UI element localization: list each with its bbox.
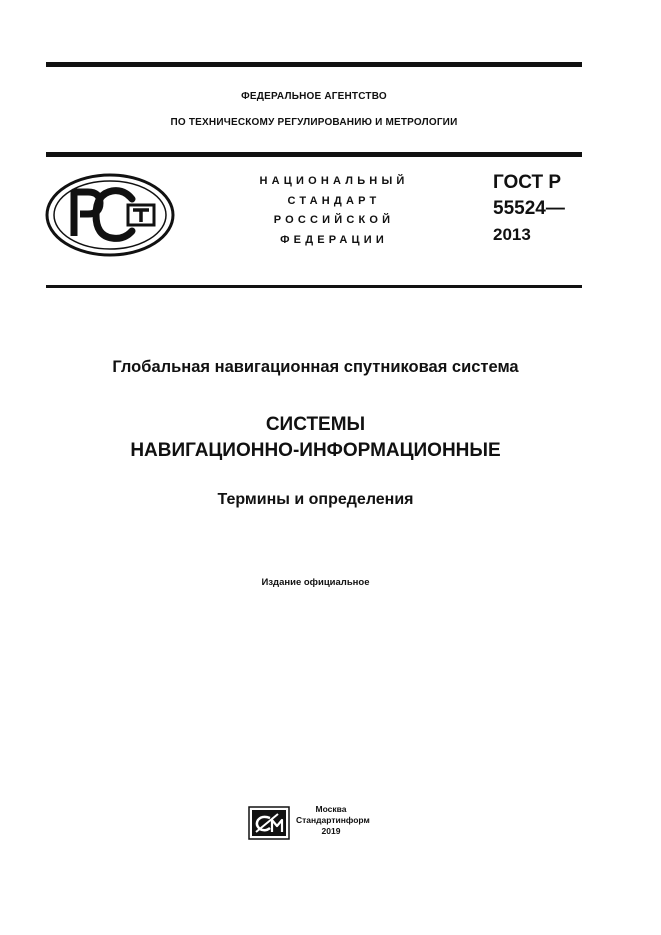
publisher-info: [296, 804, 370, 837]
designation-prefix: ГОСТ Р: [493, 172, 562, 193]
publisher-city: Москва: [315, 804, 347, 814]
standartinform-logo-icon: [248, 806, 290, 840]
standard-type-line-1: НАЦИОНАЛЬНЫЙ: [259, 175, 409, 187]
document-subject: [0, 412, 631, 464]
subject-line-1: СИСТЕМЫ: [265, 414, 366, 435]
header-bottom-rule: [46, 285, 582, 288]
standard-type: [228, 172, 440, 250]
header-rule: [46, 152, 582, 157]
standard-type-line-4: ФЕДЕРАЦИИ: [280, 233, 388, 246]
publisher-year: 2019: [321, 826, 341, 836]
standard-designation: [493, 170, 565, 248]
standard-type-line-3: РОССИЙСКОЙ: [273, 214, 395, 226]
edition-note: Издание официальное: [261, 577, 370, 588]
subject-line-2: НАВИГАЦИОННО-ИНФОРМАЦИОННЫЕ: [130, 440, 501, 461]
document-title: Глобальная навигационная спутниковая система: [112, 358, 519, 376]
document-subtitle: Термины и определения: [217, 491, 414, 508]
agency-line-1: ФЕДЕРАЛЬНОЕ АГЕНТСТВО: [241, 91, 387, 102]
designation-number: 55524—: [493, 198, 565, 219]
publisher-name: Стандартинформ: [296, 815, 370, 825]
top-rule: [46, 62, 582, 67]
rst-certification-mark-icon: [44, 172, 176, 258]
agency-line-2: ПО ТЕХНИЧЕСКОМУ РЕГУЛИРОВАНИЮ И МЕТРОЛОГИИ: [170, 117, 458, 128]
designation-year: 2013: [493, 225, 531, 244]
standard-type-line-2: СТАНДАРТ: [287, 194, 381, 207]
